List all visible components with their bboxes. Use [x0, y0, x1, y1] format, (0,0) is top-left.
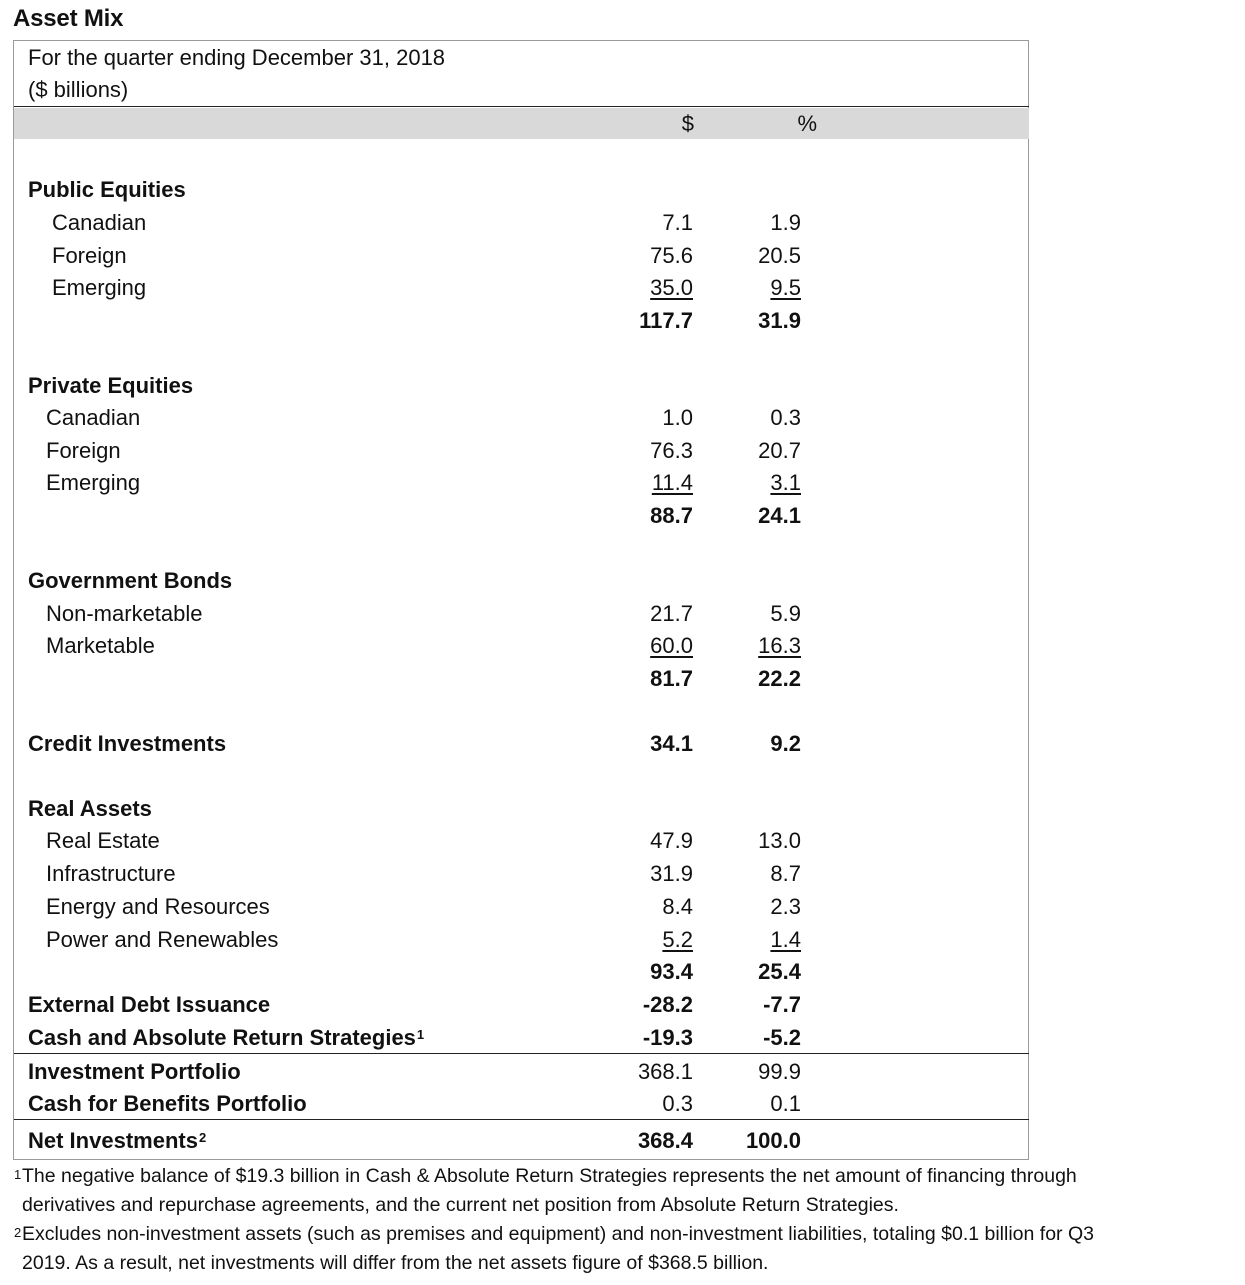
amount-cell: -19.3 — [642, 1025, 693, 1050]
row-label: Canadian — [52, 210, 147, 235]
amount-cell: 76.3 — [650, 438, 693, 463]
amount-cell: 34.1 — [650, 731, 693, 756]
footnote-2 — [14, 1220, 1242, 1278]
subtotal-row — [0, 662, 1029, 695]
section-label-net-investments — [28, 1124, 206, 1157]
section-label-cash-absolute-return — [28, 1021, 424, 1054]
units-subtitle: ($ billions) — [28, 77, 129, 102]
section-label-government-bonds: Government Bonds — [28, 568, 233, 593]
row-label: Power and Renewables — [46, 927, 279, 952]
section-heading-row — [0, 564, 1029, 597]
column-header-amount: $ — [681, 111, 694, 136]
percent-cell: 16.3 — [758, 633, 801, 658]
subtotal-row — [0, 304, 1029, 337]
footnote-text: The negative balance of $19.3 billion in Cash & Absolute Return Strategies represents the net amount of financing through — [22, 1165, 1077, 1187]
table-row — [0, 401, 1029, 434]
amount-cell: 35.0 — [650, 275, 693, 300]
page-title: Asset Mix — [13, 5, 124, 32]
amount-cell: 7.1 — [662, 210, 693, 235]
subtotal-percent: 25.4 — [758, 959, 801, 984]
row-label: Canadian — [46, 405, 141, 430]
table-row — [0, 271, 1029, 304]
amount-cell: 21.7 — [650, 601, 693, 626]
percent-cell: 0.1 — [770, 1091, 801, 1116]
percent-cell: 9.2 — [770, 731, 801, 756]
row-label: Foreign — [52, 243, 127, 268]
amount-cell: 75.6 — [650, 243, 693, 268]
total-row — [0, 1124, 1029, 1157]
table-row — [0, 434, 1029, 467]
table-row — [0, 1087, 1029, 1120]
amount-cell: 31.9 — [650, 861, 693, 886]
table-row — [0, 597, 1029, 630]
table-row — [0, 727, 1029, 760]
section-label-credit-investments: Credit Investments — [28, 731, 227, 756]
footnote-text: derivatives and repurchase agreements, and the current net position from Absolute Return Strategies. — [22, 1194, 899, 1216]
subtotal-amount: 93.4 — [650, 959, 693, 984]
table-row — [0, 206, 1029, 239]
footnote-ref-1: 1 — [416, 1027, 425, 1042]
table-row — [0, 1055, 1029, 1088]
table-row — [0, 629, 1029, 662]
row-label: Real Estate — [46, 828, 160, 853]
header-rule — [14, 106, 1029, 107]
column-header-percent: % — [797, 111, 817, 136]
section-label-public-equities: Public Equities — [28, 177, 186, 202]
table-row — [0, 923, 1029, 956]
amount-cell: 0.3 — [662, 1091, 693, 1116]
subtotal-percent: 22.2 — [758, 666, 801, 691]
percent-cell: -5.2 — [763, 1025, 801, 1050]
subtotal-amount: 88.7 — [650, 503, 693, 528]
percent-cell: 20.7 — [758, 438, 801, 463]
subtotal-percent: 24.1 — [758, 503, 801, 528]
cash-absolute-label-text: Cash and Absolute Return Strategies — [28, 1025, 416, 1050]
percent-cell: -7.7 — [763, 992, 801, 1017]
table-row — [0, 890, 1029, 923]
period-subtitle: For the quarter ending December 31, 2018 — [28, 45, 446, 70]
footnote-ref-2: 2 — [198, 1130, 207, 1145]
section-label-real-assets: Real Assets — [28, 796, 152, 821]
amount-cell: 11.4 — [651, 470, 693, 495]
row-label: Energy and Resources — [46, 894, 270, 919]
table-row — [0, 466, 1029, 499]
amount-cell: -28.2 — [642, 992, 693, 1017]
row-label: Marketable — [46, 633, 155, 658]
percent-cell: 2.3 — [770, 894, 801, 919]
subtotal-row — [0, 499, 1029, 532]
table-row — [0, 824, 1029, 857]
section-heading-row — [0, 173, 1029, 206]
percent-cell: 9.5 — [770, 275, 801, 300]
section-heading-row — [0, 792, 1029, 825]
percent-cell: 5.9 — [770, 601, 801, 626]
percent-cell: 20.5 — [758, 243, 801, 268]
amount-cell: 368.1 — [637, 1059, 693, 1084]
percent-cell: 0.3 — [770, 405, 801, 430]
section-label-cash-benefits: Cash for Benefits Portfolio — [28, 1091, 307, 1116]
amount-cell: 5.2 — [662, 927, 693, 952]
total-amount: 368.4 — [637, 1128, 693, 1153]
percent-cell: 99.9 — [758, 1059, 801, 1084]
percent-cell: 3.1 — [770, 470, 801, 495]
row-label: Emerging — [46, 470, 141, 495]
table-row — [0, 1021, 1029, 1054]
table-row — [0, 857, 1029, 890]
footnote-1 — [14, 1162, 1242, 1220]
table-row — [0, 239, 1029, 272]
footnote-mark: 1 — [14, 1167, 22, 1182]
amount-cell: 8.4 — [662, 894, 693, 919]
subtotal-amount: 81.7 — [650, 666, 693, 691]
row-label: Foreign — [46, 438, 121, 463]
amount-cell: 47.9 — [650, 828, 693, 853]
subtotal-row — [0, 955, 1029, 988]
subtotal-percent: 31.9 — [758, 308, 801, 333]
portfolio-rule — [14, 1053, 1029, 1054]
footnote-text: Excludes non-investment assets (such as premises and equipment) and non-investment liabilities, totaling $0.1 billion for Q3 — [22, 1223, 1094, 1245]
row-label: Emerging — [52, 275, 147, 300]
column-header-band — [14, 108, 1029, 139]
section-heading-row — [0, 369, 1029, 402]
section-label-investment-portfolio: Investment Portfolio — [28, 1059, 241, 1084]
amount-cell: 1.0 — [662, 405, 693, 430]
percent-cell: 1.9 — [770, 210, 801, 235]
section-label-external-debt: External Debt Issuance — [28, 992, 271, 1017]
percent-cell: 8.7 — [770, 861, 801, 886]
net-investments-rule — [14, 1119, 1029, 1120]
section-label-private-equities: Private Equities — [28, 373, 194, 398]
row-label: Non-marketable — [46, 601, 203, 626]
row-label: Infrastructure — [46, 861, 176, 886]
percent-cell: 1.4 — [770, 927, 801, 952]
net-investments-label-text: Net Investments — [28, 1128, 198, 1153]
percent-cell: 13.0 — [758, 828, 801, 853]
table-row — [0, 988, 1029, 1021]
amount-cell: 60.0 — [650, 633, 693, 658]
footnote-text: 2019. As a result, net investments will differ from the net assets figure of $368.5 billion. — [22, 1252, 769, 1274]
total-percent: 100.0 — [745, 1128, 801, 1153]
footnote-mark: 2 — [14, 1225, 22, 1240]
subtotal-amount: 117.7 — [639, 308, 693, 333]
